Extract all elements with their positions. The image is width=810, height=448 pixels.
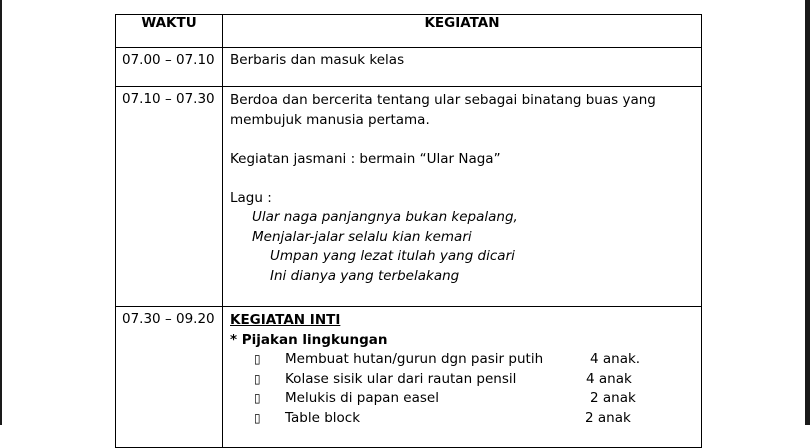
list-item-text: Table block (285, 409, 361, 426)
list-item-text: Melukis di papan easel (285, 390, 439, 406)
section-heading: KEGIATAN INTI (230, 312, 341, 328)
story-line: Berdoa dan bercerita tentang ular sebagai binatang buas yang (230, 92, 656, 108)
physical-activity-text: Kegiatan jasmani : bermain “Ular Naga” (230, 150, 501, 167)
table-row (116, 307, 702, 448)
lyric-line: Ini dianya yang terbelakang (270, 267, 460, 284)
activity-text: Berbaris dan masuk kelas (230, 52, 405, 68)
header-time: WAKTU (116, 15, 223, 48)
list-item (230, 409, 701, 429)
time-cell (116, 307, 223, 448)
activity-cell (223, 87, 702, 307)
table-row (116, 87, 702, 307)
time-text: 07.30 – 09.20 (122, 311, 215, 327)
checkbox-bullet-icon: ▯ (254, 410, 261, 425)
list-item-count: 4 anak. (590, 351, 641, 367)
lyric-line: Menjalar-jalar selalu kian kemari (252, 228, 472, 245)
list-item-count: 4 anak (586, 370, 632, 387)
list-item-text: Kolase sisik ular dari rautan pensil (285, 370, 517, 387)
section-subheading: * Pijakan lingkungan (230, 331, 388, 348)
time-cell (116, 48, 223, 87)
time-text: 07.10 – 07.30 (122, 91, 215, 107)
table-row (116, 48, 702, 87)
list-item-count: 2 anak (585, 409, 631, 426)
list-item (230, 370, 701, 390)
lyric-line: Umpan yang lezat itulah yang dicari (270, 248, 515, 264)
list-item (230, 350, 701, 370)
window-edge-right (805, 0, 810, 425)
list-item (230, 389, 701, 409)
schedule-table (115, 14, 702, 448)
time-text: 07.00 – 07.10 (122, 52, 215, 68)
checkbox-bullet-icon: ▯ (254, 391, 261, 405)
activity-cell (223, 307, 702, 448)
list-item-text: Membuat hutan/gurun dgn pasir putih (285, 351, 544, 367)
header-row (116, 15, 702, 48)
window-edge-left (0, 0, 2, 425)
time-cell (116, 87, 223, 307)
story-line: membujuk manusia pertama. (230, 111, 430, 128)
checkbox-bullet-icon: ▯ (254, 371, 261, 386)
activity-cell (223, 48, 702, 87)
lyric-line: Ular naga panjangnya bukan kepalang, (252, 209, 518, 225)
song-label: Lagu : (230, 189, 272, 206)
checkbox-bullet-icon: ▯ (254, 352, 261, 366)
list-item-count: 2 anak (590, 390, 636, 406)
header-activity: KEGIATAN (223, 15, 702, 48)
